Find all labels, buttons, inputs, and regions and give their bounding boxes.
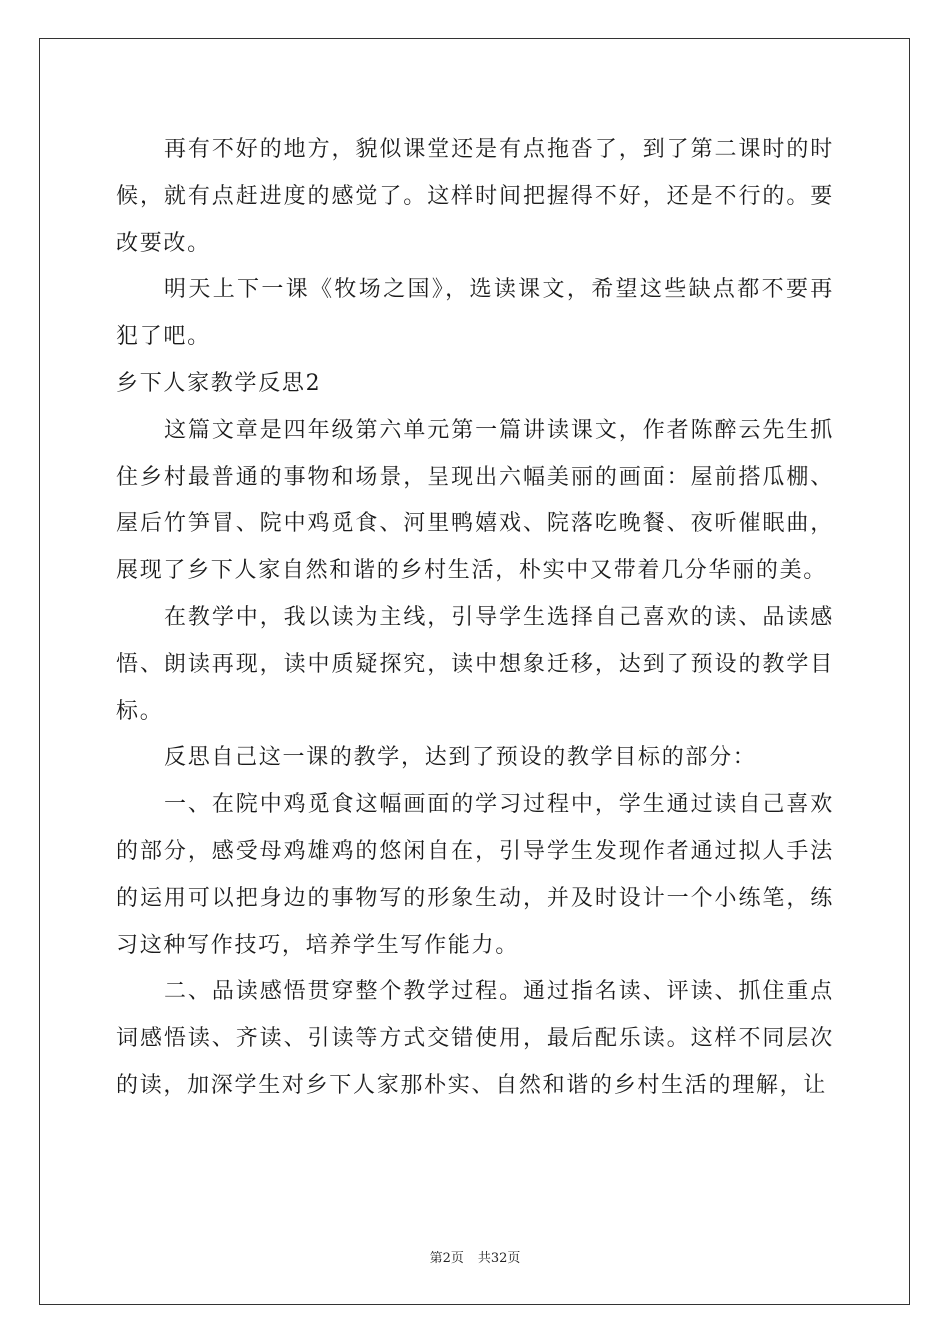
paragraph: 一、在院中鸡觅食这幅画面的学习过程中，学生通过读自己喜欢的部分，感受母鸡雄鸡的悠闲自在，引导学生发现作者通过拟人手法的运用可以把身边的事物写的形象生动，并及时设计一个小练笔，练习这种写作技巧，培养学生写作能力。 (116, 792, 834, 958)
page-footer (0, 1247, 950, 1266)
page-total: 共32页 (477, 1251, 521, 1266)
paragraph: 这篇文章是四年级第六单元第一篇讲读课文，作者陈醉云先生抓住乡村最普通的事物和场景，呈现出六幅美丽的画面：屋前搭瓜棚、屋后竹笋冒、院中鸡觅食、河里鸭嬉戏、院落吃晚餐、夜听催眠曲，展现了乡下人家自然和谐的乡村生活，朴实中又带着几分华丽的美。 (116, 417, 834, 584)
paragraph: 在教学中，我以读为主线，引导学生选择自己喜欢的读、品读感悟、朗读再现，读中质疑探究，读中想象迁移，达到了预设的教学目标。 (116, 604, 834, 724)
paragraph: 二、品读感悟贯穿整个教学过程。通过指名读、评读、抓住重点词感悟读、齐读、引读等方式交错使用，最后配乐读。这样不同层次的读，加深学生对乡下人家那朴实、自然和谐的乡村生活的理解，让 (116, 979, 834, 1098)
document-body (116, 127, 834, 1110)
paragraph: 反思自己这一课的教学，达到了预设的教学目标的部分： (164, 745, 757, 771)
section-heading: 乡下人家教学反思2 (116, 370, 322, 396)
paragraph: 再有不好的地方，貌似课堂还是有点拖沓了，到了第二课时的时候，就有点赶进度的感觉了。这样时间把握得不好，还是不行的。要改要改。 (116, 137, 834, 256)
page-number: 第2页 (429, 1251, 464, 1266)
paragraph: 明天上下一课《牧场之国》，选读课文，希望这些缺点都不要再犯了吧。 (116, 277, 834, 350)
